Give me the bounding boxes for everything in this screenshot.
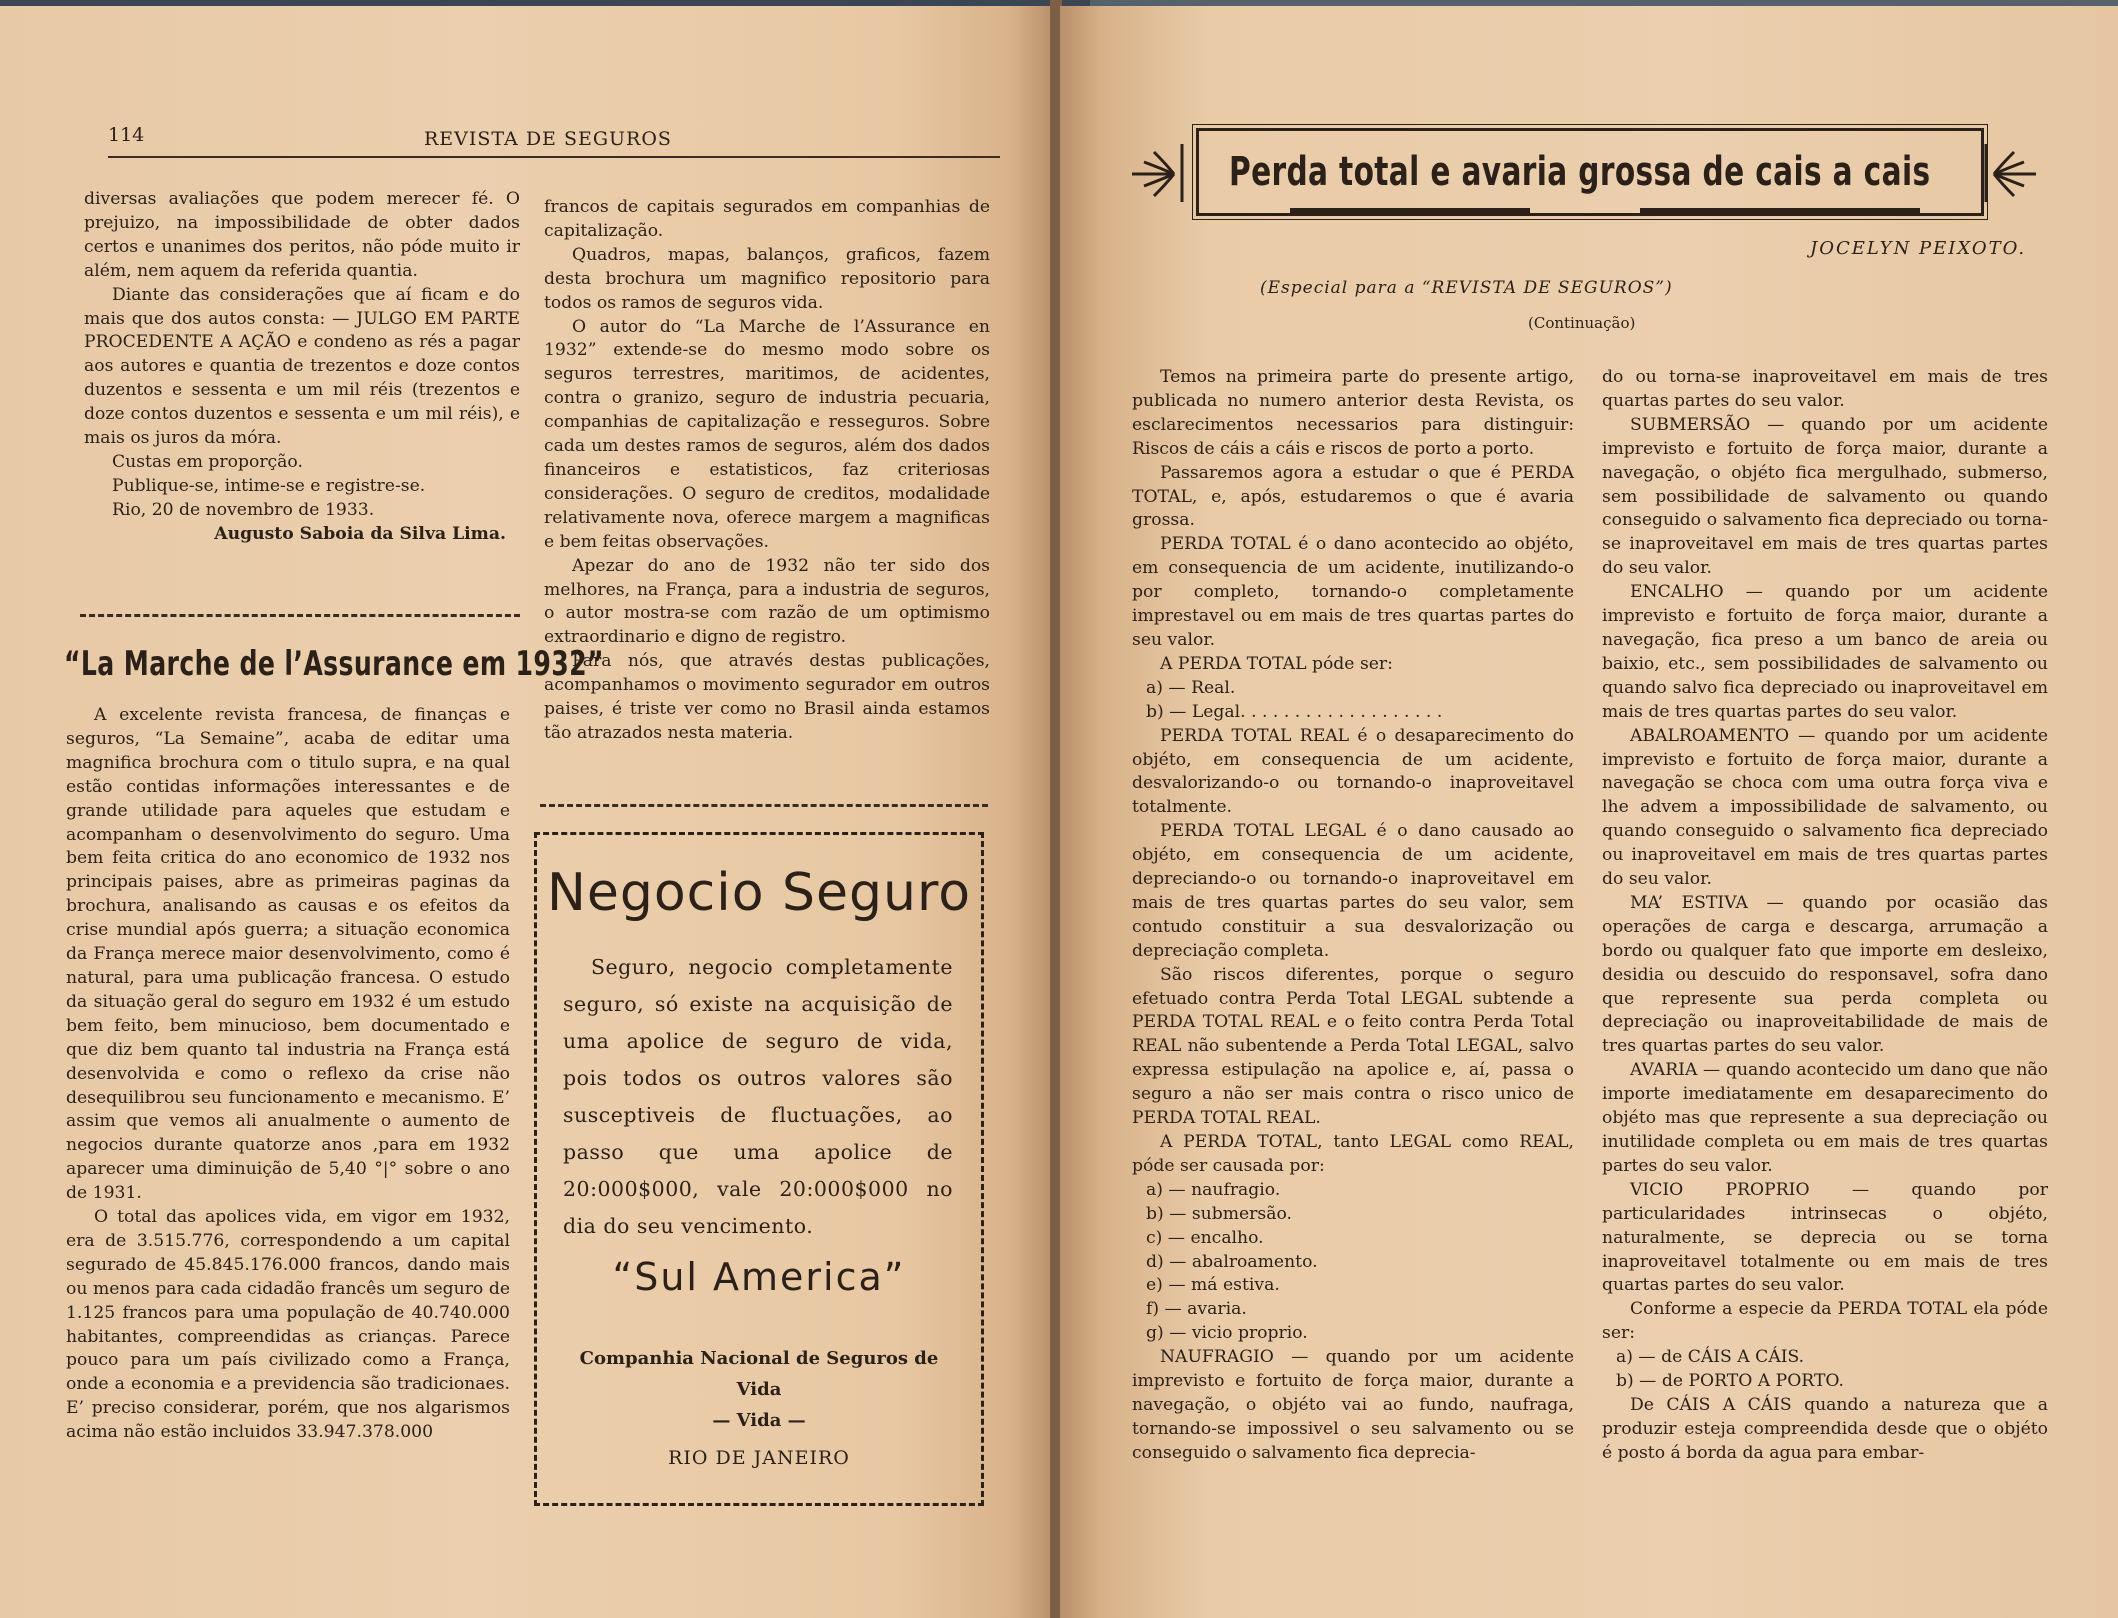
article-paragraph: São riscos diferentes, porque o seguro efetuado contra Perda Total LEGAL subtende a PERDA TOTAL REAL e o feito contra Perda Total REAL não subentende a Perda Total LEGAL, salvo expressa estipulação na apolice e, aí, passa o seguro a não ser mais contra o risco unico de PERDA TOTAL REAL. — [1132, 964, 1574, 1129]
list-item: b) — submersão. — [1146, 1203, 1292, 1224]
list-item: e) — má estiva. — [1146, 1275, 1280, 1296]
ad-brand: “Sul America” — [612, 1255, 906, 1299]
perda-column-1 — [1132, 366, 1574, 1466]
article-paragraph: MA’ ESTIVA — quando por ocasião das operações de carga e descarga, arrumação a bordo ou qualquer fato que importe em desleixo, desidia ou descuido do responsavel, sofra dano que represente sua perda completa ou depreciação ou inaproveitabilidade de mais de tres quartas partes do seu valor. — [1602, 892, 2048, 1057]
title-underline-left — [1290, 208, 1530, 213]
list-item: f) — avaria. — [1146, 1299, 1247, 1320]
article-paragraph: do ou torna-se inaproveitavel em mais de tres quartas partes do seu valor. — [1602, 367, 2048, 411]
article-paragraph: Passaremos agora a estudar o que é PERDA TOTAL, e, após, estudaremos o que é avaria grossa. — [1132, 462, 1574, 531]
article-author: JOCELYN PEIXOTO. — [1810, 238, 2027, 259]
article-paragraph: NAUFRAGIO — quando por um acidente imprevisto e fortuito de força maior, durante a navegação, o objéto vai ao fundo, naufraga, tornando-se impossivel o seu salvamento ou se conseguido o salvamento fica deprecia- — [1132, 1347, 1574, 1463]
judge-signature: Augusto Saboia da Silva Lima. — [214, 523, 506, 544]
ad-company-name: Companhia Nacional de Seguros de Vida — [579, 1348, 939, 1400]
marche-paragraph: Para nós, que através destas publicações, acompanhamos o movimento segurador em outros paises, é triste ver como no Brasil ainda estamos tão atrazados nesta materia. — [544, 651, 990, 743]
list-item: d) — abalroamento. — [1146, 1251, 1318, 1272]
ad-company — [561, 1343, 957, 1436]
ad-city: RIO DE JANEIRO — [668, 1447, 850, 1469]
marche-paragraph: O autor do “La Marche de l’Assurance en 1932” extende-se do mesmo modo sobre os seguros terrestres, maritimos, de acidentes, contra o granizo, seguro de industria pecuaria, companhias de capitalização e resseguros. Sobre cada um destes ramos de seguros, além dos dados financeiros e estatisticos, faz criteriosas considerações. O seguro de creditos, modalidade relativamente nova, oferece margem a magnificas e bem feitas observações. — [544, 316, 990, 552]
article-paragraph: SUBMERSÃO — quando por um acidente imprevisto e fortuito de força maior, durante a navegação, o objéto fica mergulhado, submerso, sem possibilidade de salvamento ou quando conseguido o salvamento fica depreciado ou torna-se inaproveitavel em mais de tres quartas partes do seu valor. — [1602, 414, 2048, 579]
judgment-paragraph: Custas em proporção. — [112, 451, 303, 472]
judgment-paragraph: Diante das considerações que aí ficam e do mais que dos autos consta: — JULGO EM PARTE PROCEDENTE A AÇÃO e condeno as rés a pagar aos autores e quantia de trezentos e doze contos duzentos e sessenta e um mil réis (trezentos e doze contos duzentos e sessenta e um mil réis), e mais os juros da móra. — [84, 284, 520, 449]
article-paragraph: PERDA TOTAL REAL é o desaparecimento do objéto, em consequencia de um acidente, desvalorizando-o ou tornando-o inaproveitavel totalmente. — [1132, 725, 1574, 818]
perda-article-title: Perda total e avaria grossa de cais a cais — [1229, 149, 1931, 195]
article-paragraph: PERDA TOTAL LEGAL é o dano causado ao objéto, em consequencia de um acidente, depreciando-o ou tornando-o inaproveitavel em mais de tres quartas partes do seu valor, sem contudo constituir a sua desvalorização ou depreciação completa. — [1132, 821, 1574, 961]
marche-column-1 — [66, 704, 510, 1445]
article-paragraph: A PERDA TOTAL, tanto LEGAL como REAL, póde ser causada por: — [1132, 1132, 1574, 1176]
article-paragraph: ENCALHO — quando por um acidente imprevisto e fortuito de força maior, durante a navegação, fica preso a um banco de areia ou baixio, etc., sem possibilidades de salvamento ou quando salvo fica depreciado ou inaproveitavel em mais de tres quartas partes do seu valor. — [1602, 582, 2048, 722]
section-divider — [80, 614, 520, 617]
judgment-paragraph: Publique-se, intime-se e registre-se. — [112, 475, 426, 496]
article-title-frame — [1196, 128, 1984, 216]
sul-america-advertisement — [534, 832, 984, 1506]
list-item: g) — vicio proprio. — [1146, 1323, 1308, 1344]
list-item: b) — de PORTO A PORTO. — [1616, 1371, 1844, 1392]
ad-body — [563, 949, 953, 1245]
judgment-paragraph: Rio, 20 de novembro de 1933. — [112, 499, 375, 520]
ad-body-text: Seguro, negocio completamente seguro, só existe na acquisição de uma apolice de seguro de vida, pois todos os outros valores são susceptiveis de fluctuações, ao passo que uma apolice de 20:000$000, vale 20:000$000 no dia do seu vencimento. — [563, 955, 953, 1238]
article-paragraph: PERDA TOTAL é o dano acontecido ao objéto, em consequencia de um acidente, inutilizando-o por completo, tornando-o completamente imprestavel ou em mais de tres quartas partes do seu valor. — [1132, 534, 1574, 650]
article-paragraph: ABALROAMENTO — quando por um acidente imprevisto e fortuito de força maior, durante a navegação se choca com uma outra força viva e lhe advem a impossibilidade de salvamento, ou quando conseguido o salvamento fica depreciado ou inaproveitavel em mais de tres quartas partes do seu valor. — [1602, 725, 2048, 890]
marche-paragraph: Apezar do ano de 1932 não ter sido dos melhores, na França, para a industria de seguros, o autor mostra-se com razão de um optimismo extraordinario e digno de registro. — [544, 555, 990, 648]
judgment-column — [84, 188, 520, 547]
article-special-note: (Especial para a “REVISTA DE SEGUROS”) — [1260, 278, 1673, 298]
section-divider — [540, 804, 988, 807]
marche-paragraph: francos de capitais segurados em companhias de capitalização. — [544, 197, 990, 241]
marche-article-title: “La Marche de l’Assurance em 1932” — [64, 644, 604, 684]
right-title-ornament-icon — [1978, 138, 2038, 208]
article-paragraph: De CÁIS A CÁIS quando a natureza que a produzir esteja compreendida desde que o objéto é posto á borda da agua para embar- — [1602, 1394, 2048, 1463]
list-item: a) — Real. — [1146, 677, 1236, 698]
ad-title: Negocio Seguro — [546, 863, 972, 923]
page-number: 114 — [108, 124, 145, 146]
ad-company-suffix: — Vida — — [712, 1410, 806, 1431]
article-paragraph: VICIO PROPRIO — quando por particularidades intrinsecas o objéto, naturalmente, se deprecia ou se torna inaproveitavel totalmente ou em mais de tres quartas partes do seu valor. — [1602, 1179, 2048, 1296]
article-paragraph: Temos na primeira parte do presente artigo, publicada no numero anterior desta Revista, os esclarecimentos necessarios para distinguir: Riscos de cáis a cáis e riscos de porto a porto. — [1132, 367, 1574, 459]
left-title-ornament-icon — [1130, 138, 1190, 208]
article-continuation: (Continuação) — [1528, 314, 1636, 332]
running-title: REVISTA DE SEGUROS — [424, 128, 672, 150]
article-paragraph: Conforme a especie da PERDA TOTAL ela póde ser: — [1602, 1299, 2048, 1344]
running-head — [108, 122, 1000, 158]
list-item: a) — de CÁIS A CÁIS. — [1616, 1347, 1805, 1368]
marche-paragraph: A excelente revista francesa, de finanças e seguros, “La Semaine”, acaba de editar uma magnifica brochura com o titulo supra, e na qual estão contidas informações interessantes e de grande utilidade para aqueles que estudam e acompanham o desenvolvimento do seguro. Uma bem feita critica do ano economico de 1932 nos principais paises, abre as primeiras paginas da brochura, analisando as causas e os efeitos da crise mundial após guerra; a situação economica da França merece maior desenvolvimento, como é natural, para uma publicação francesa. O estudo da situação geral do seguro em 1932 é um estudo bem feito, bem minucioso, bem documentado e que diz bem quanto tal industria na França está desenvolvida e como o reflexo da crise não desequilibrou seu funcionamento e mecanismo. E’ assim que vemos ali anualmente o aumento de negocios durante quatorze anos ,para em 1932 aparecer uma diminuição de 5,40 °|° sobre o ano de 1931. — [66, 705, 510, 1204]
list-item: c) — encalho. — [1146, 1227, 1264, 1248]
list-item: b) — Legal. . . . . . . . . . . . . . . . . . . — [1146, 701, 1443, 722]
list-item: a) — naufragio. — [1146, 1179, 1281, 1200]
perda-column-2 — [1602, 366, 2048, 1466]
title-underline-right — [1640, 208, 1920, 213]
marche-paragraph: O total das apolices vida, em vigor em 1932, era de 3.515.776, correspondendo a um capital segurado de 45.845.176.000 francos, dando mais ou menos para cada cidadão francês um seguro de 1.125 francos para uma população de 40.740.000 habitantes, compreendidas as crianças. Parece pouco para um país civilizado como a França, onde a economia e a previdencia são tradicionaes. E’ preciso considerar, porém, que nos algarismos acima não estão incluidos 33.947.378.000 — [66, 1207, 510, 1443]
article-paragraph: AVARIA — quando acontecido um dano que não importe imediatamente em desaparecimento do objéto mas que represente a sua depreciação ou inutilidade completa ou em mais de tres quartas partes do seu valor. — [1602, 1060, 2048, 1176]
marche-column-2 — [544, 196, 990, 746]
judgment-paragraph: diversas avaliações que podem merecer fé. O prejuizo, na impossibilidade de obter dados certos e unanimes dos peritos, não póde muito ir além, nem aquem da referida quantia. — [84, 189, 520, 281]
article-paragraph: A PERDA TOTAL póde ser: — [1160, 653, 1393, 674]
marche-paragraph: Quadros, mapas, balanços, graficos, fazem desta brochura um magnifico repositorio para todos os ramos de seguros vida. — [544, 244, 990, 313]
